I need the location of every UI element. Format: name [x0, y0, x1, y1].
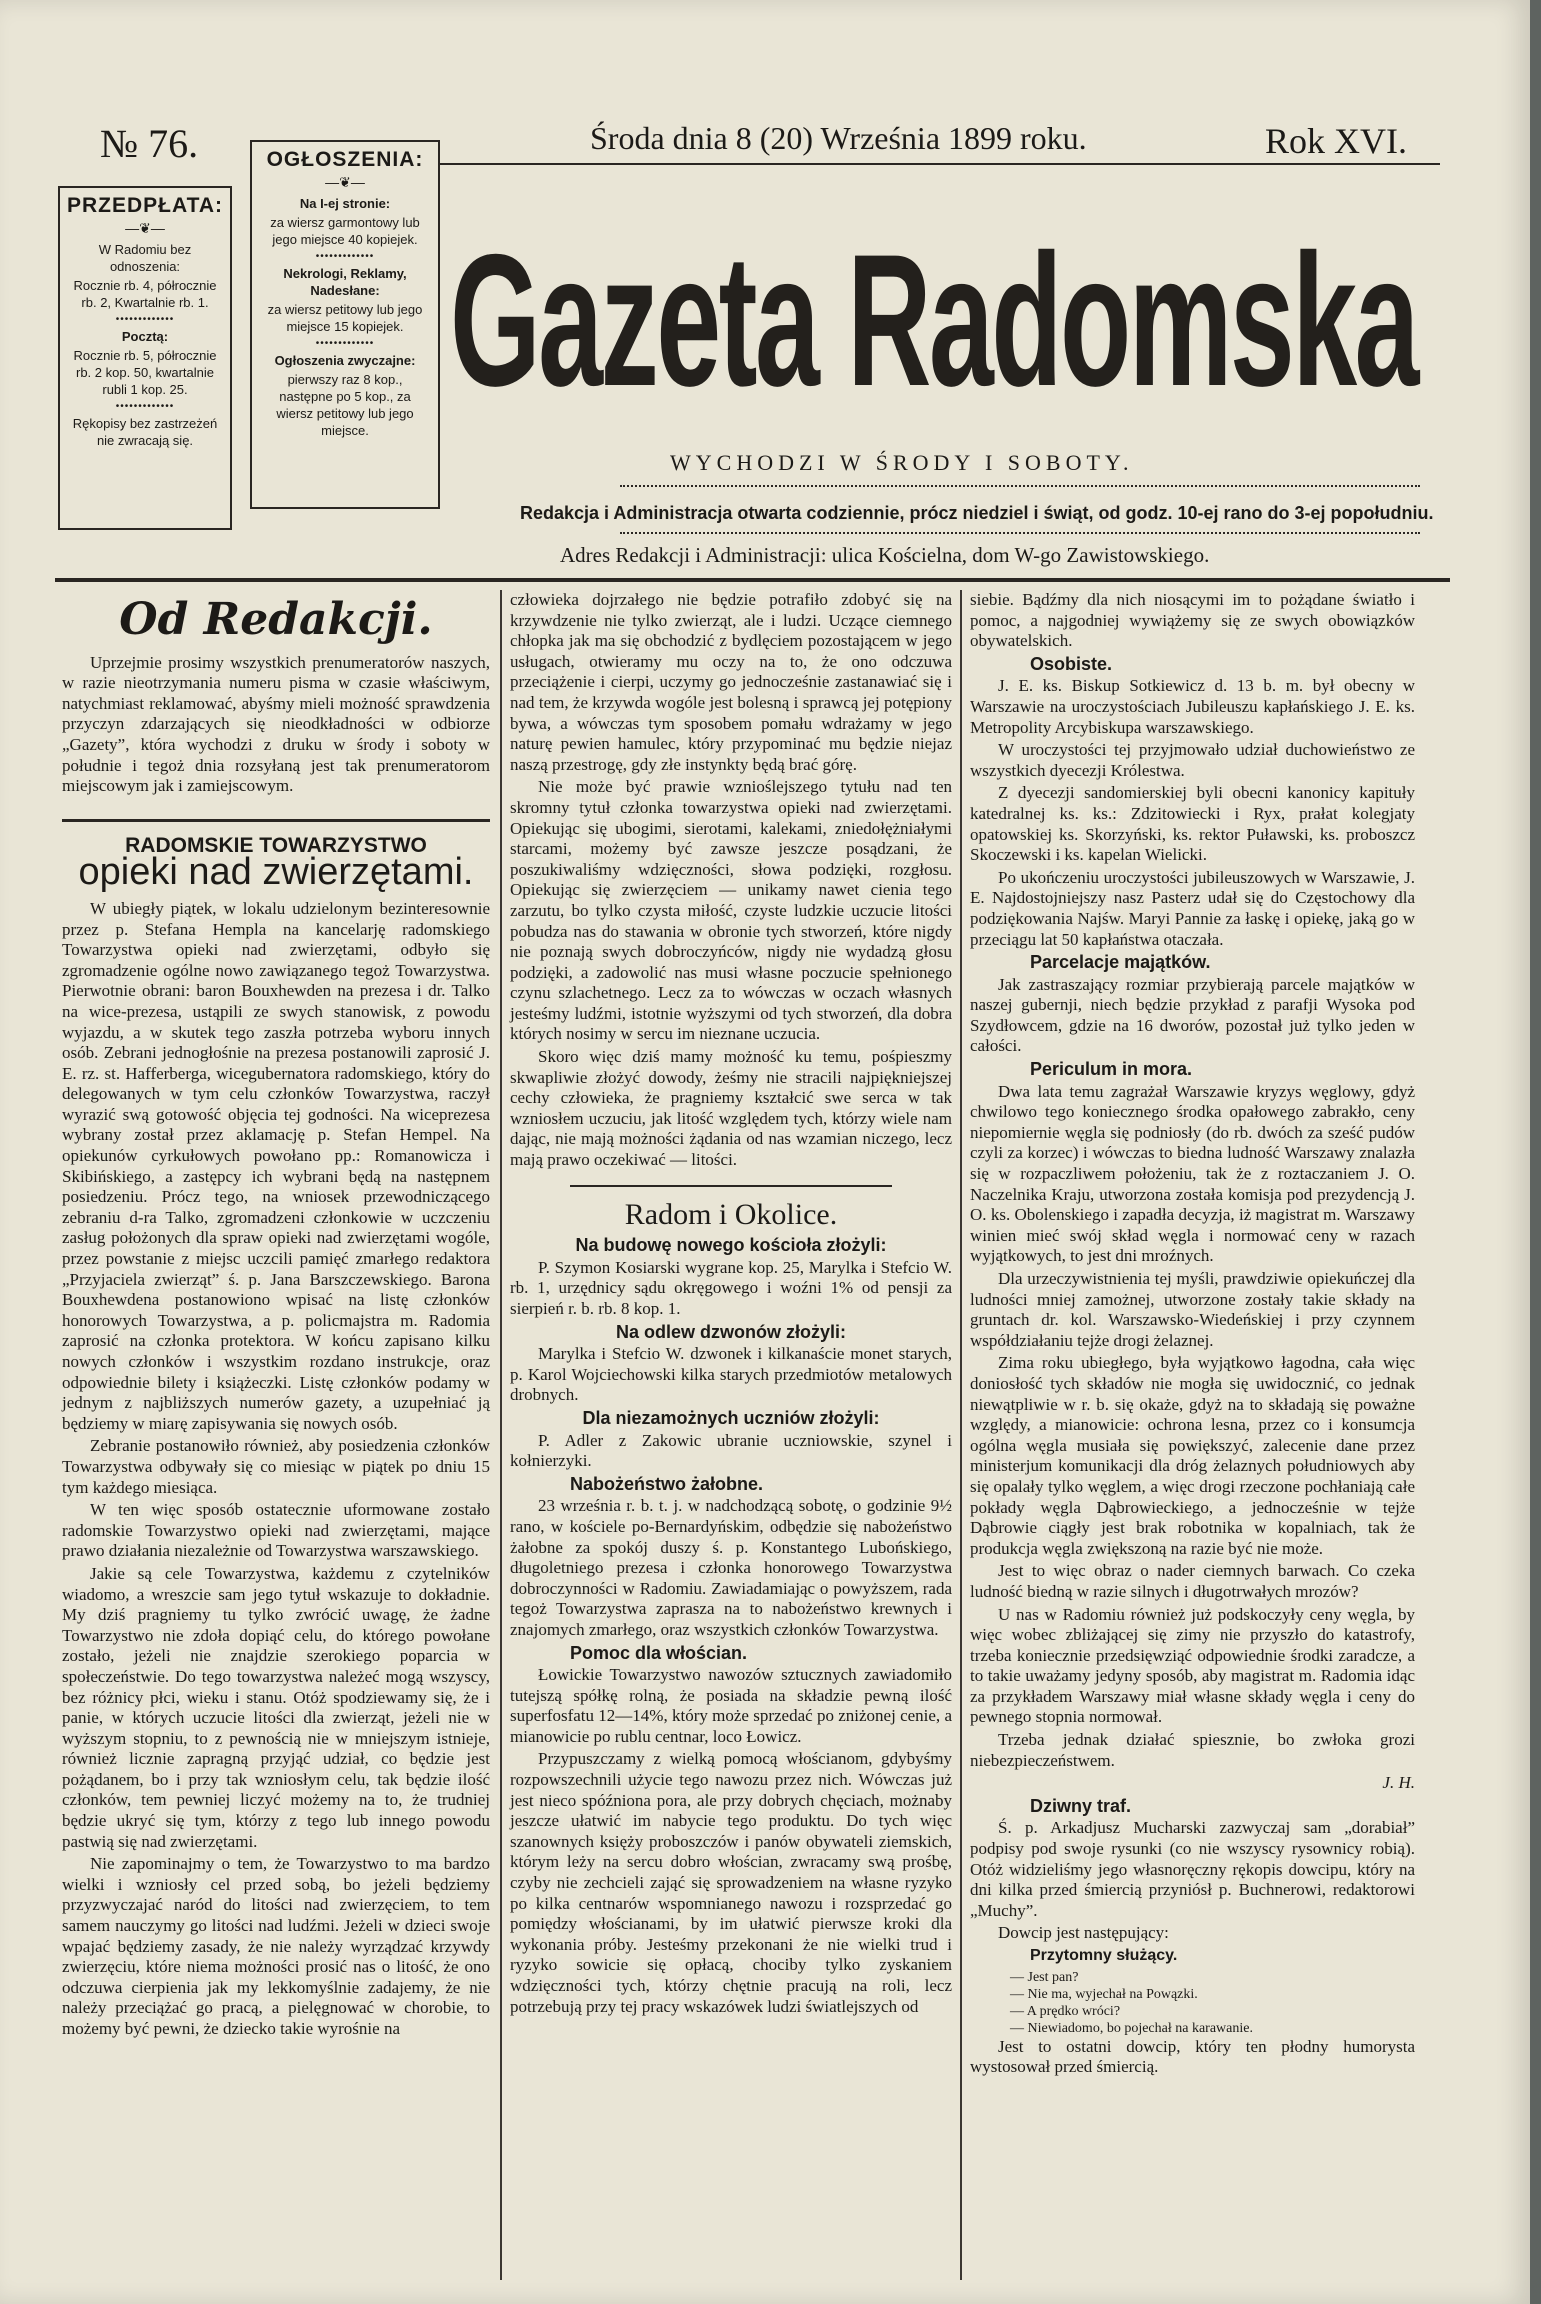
- ornament-icon: —❦—: [125, 220, 165, 236]
- students-donations-text: P. Adler z Zakowic ubranie uczniowskie, szynel i kołnierzyki.: [510, 1430, 952, 1471]
- obituaries-price: za wiersz petitowy lub jego miejsce 15 kopiejek.: [267, 302, 423, 334]
- strange-coincidence-text: Jest to ostatni dowcip, który ten płodny humorysta wystosował przed śmiercią.: [970, 2036, 1415, 2077]
- subscription-title: PRZEDPŁATA:: [66, 194, 224, 217]
- separator: •••••••••••••: [315, 338, 375, 349]
- farmers-aid-text: Przypuszczamy z wielką pomocą włościanom, gdybyśmy rozpowszechnili użycie tego nawozu przez nich. Wówczas już jest nieco spóźniona pora, ale przy dobrych chęciach, możnaby jeszcze ułatwić im nabycie tego produktu. Do tych więc szanownych księży proboszczów i panów obywateli ziemskich, którym leży na sercu dobro włościan, zwracamy swą prośbę, czyby nie zechcieli zająć się sprowadzeniem na własne ryzyko po kilka centnarów wspomnianego nawozu i rozsprzedać go pomiędzy włościanami, by im ułatwić pierwsze kroki dla wykonania próby. Jesteśmy przekonani że nie wielki trud i ryzyko sowicie się opłacą, chociby tylko zyskaniem wdzięczności tych, którzy chętnie pracują na roli, lecz potrzebują przy tej pracy wskazówek ludzi światlejszych od: [510, 1749, 952, 2016]
- column-3: [970, 590, 1415, 2080]
- personal-news-text: J. E. ks. Biskup Sotkiewicz d. 13 b. m. był obecny w Warszawie na uroczystościach Jubileuszu kapłańskiego J. E. ks. Metropolity Arcybiskupa warszawskiego.: [970, 676, 1415, 737]
- church-donations-heading: Na budowę nowego kościoła złożyli:: [575, 1235, 887, 1256]
- radom-label: W Radomiu bez odnoszenia:: [98, 242, 192, 274]
- strange-coincidence-heading: Dziwny traf.: [1030, 1795, 1132, 1816]
- society-continued: Skoro więc dziś mamy możność ku temu, pośpieszmy skwapliwie złożyć dowody, żeśmy nie stracili najpiękniejszej cechy człowieka, że pragniemy kształcić swe serca w tak wzniosłem uczuciu, jak litość względem tych, którzy wiele nam dając, nie mają możności żądania od nas wzamian niczego, lecz mają prawo oczekiwać — litości.: [510, 1047, 952, 1170]
- column-divider: [960, 590, 962, 2280]
- ornament-icon: —❦—: [325, 174, 365, 190]
- poczta-prices: Rocznie rb. 5, półrocznie rb. 2 kop. 50, kwartalnie rubli 1 kop. 25.: [73, 348, 217, 397]
- society-continued: Nie może być prawie wznioślejszego tytułu nad ten skromny tytuł członka towarzystwa opieki nad zwierzętami. Opiekując się ubogimi, sierotami, kalekami, zniedołężniałymi starcami, możemy być zawsze jeszcze posądzani, że poszukiwaliśmy wdzięczności, słowa podzięki, rozgłosu. Opiekując się zwierzęciem — unikamy nawet cienia tego zarzutu, bo tylko czysta miłość, czyste ludzkie uczucie litości pobudza nas do stawania w obronie tych stworzeń, które nigdy nie poznają swych dobroczyńców, nigdy nie wydadzą głosu podzięki, a zadowolić nas musi własne poczucie spełnionego czynu szlachetnego. Lecz za to wówczas w oczach własnych jesteśmy ludźmi, istotnie wyższymi od tych stworzeń, dla dobra których nosimy w sercu im nieznane uczucia.: [510, 777, 952, 1044]
- society-paragraph: Zebranie postanowiło również, aby posiedzenia członków Towarzystwa odbywały się co miesiąc w piątek po dniu 15 tym każdego miesiąca.: [62, 1436, 490, 1497]
- regular-ads-price: pierwszy raz 8 kop., następne po 5 kop., za wiersz petitowy lub jego miejsce.: [276, 372, 414, 438]
- regular-ads-label: Ogłoszenia zwyczajne:: [274, 353, 416, 368]
- joke-title: Przytomny służący.: [1030, 1947, 1178, 1964]
- dialog-line: — A prędko wróci?: [1010, 2003, 1121, 2019]
- funeral-mass-text: 23 września r. b. t. j. w nadchodzącą sobotę, o godzinie 9½ rano, w kościele po-Bernardyńskim, odbędzie się nabożeństwo żałobne za spokój duszy ś. p. Konstantego Lubońskiego, długoletniego prezesa i członka honorowego Towarzystwa dobroczynności w Radomiu. Zawiadamiając o powyższem, rada tegoż Towarzystwa zaprasza na to nabożeństwo krewnych i znajomych zmarłego, oraz wszystkich członków Towarzystwa.: [510, 1496, 952, 1639]
- personal-news-text: Po ukończeniu uroczystości jubileuszowych w Warszawie, J. E. Najdostojniejszy nasz Pasterz udał się do Częstochowy dla podziękowania Najśw. Maryi Pannie za łaskę i opiekę, jaką go w przeciągu lat 50 kapłaństwa otaczała.: [970, 867, 1415, 949]
- section-rule: [62, 819, 490, 822]
- parcellation-text: Jak zastraszający rozmiar przybierają parcele majątków w naszej gubernji, niech będzie przykład z parafji Wysoka pod Szydłowcem, gdzie na 16 dworów, pozostał już tylko jeden w całości.: [970, 974, 1415, 1056]
- dialog-line: — Jest pan?: [1010, 1969, 1079, 1985]
- society-continued: człowieka dojrzałego nie będzie potrafiło zdobyć się na krzywdzenie nie tylko zwierząt, ale i ludzi. Uczące ciemnego chłopka jak ma się obchodzić z bydlęciem pozostającem w jego usługach, otwieramy mu oczy na to, że ono odczuwa przeciążenie i cierpi, uczymy go jednocześnie zastanawiać się i nad tem, że krzywda wogóle jest bolesną i sprawcą jej potępiony bywa, a wówczas tym sposobem pomału wdrażamy w jego naturę pewien hamulec, który przypominać mu będzie niejaz naszą przestrogę, gdy złe instynkty będą brać górę.: [510, 590, 952, 774]
- section-rule: [570, 1185, 892, 1187]
- periculum-text: Dla urzeczywistnienia tej myśli, prawdziwie opiekuńczej dla ludności mniej zamożnej, utworzone zostały takie składy na gruntach dr. kol. Warszawsko-Wiedeńskiej i przy czynnem współdziałaniu tejże drogi żelaznej.: [970, 1269, 1415, 1350]
- periculum-text: Dwa lata temu zagrażał Warszawie kryzys węglowy, gdyż chwilowo tego koniecznego środka opałowego zabrakło, ceny niepomiernie węgla się podniosły (do rb. dwóch za sześć pudów czyli za korzec) i wówczas to biedna ludność Warszawy znalazła się w rozpaczliwem położeniu, tak że z roztaczaniem J. O. Naczelnika Kraju, utworzona została komisja pod prezydencją J. O. ks. Obolenskiego i zapadła decyzja, iż magistrat m. Warszawy winien mieć swój skład węgla i normować ceny w razach wyjątkowych, to jest dni mroźnych.: [970, 1081, 1415, 1266]
- separator: •••••••••••••: [115, 314, 175, 325]
- society-heading-line1: RADOMSKIE TOWARZYSTWO: [125, 833, 427, 857]
- issue-number: № 76.: [100, 121, 199, 166]
- office-address: Adres Redakcji i Administracji: ulica Kościelna, dom W-go Zawistowskiego.: [560, 543, 1210, 567]
- obituaries-label: Nekrologi, Reklamy, Nadesłane:: [283, 266, 407, 298]
- personal-news-text: W uroczystości tej przyjmowało udział duchowieństwo ze wszystkich dyecezji Królestwa.: [970, 740, 1415, 780]
- personal-news-heading: Osobiste.: [1030, 653, 1113, 674]
- editorial-heading: Od Redakcji.: [119, 594, 433, 645]
- poczta-label: Pocztą:: [121, 329, 169, 344]
- issue-year: Rok XVI.: [1265, 121, 1407, 161]
- church-donations-text: P. Szymon Kosiarski wygrane kop. 25, Marylka i Stefcio W. rb. 1, urzędnicy sądu okręgowego i woźni 1% od pensji za sierpień r. b. rb. 8 kop. 1.: [510, 1257, 952, 1318]
- dialog-line: — Niewiadomo, bo pojechał na karawanie.: [1010, 2020, 1253, 2036]
- society-paragraph: W ubiegły piątek, w lokalu udzielonym bezinteresownie przez p. Stefana Hempla na kancelarję radomskiego Towarzystwa opieki nad zwierzętami, odbyło się zgromadzenie ogólne nowo zawiązanego tegoż Towarzystwa. Pierwotnie obrani: baron Bouxhewden na prezesa i dr. Talko na wice-prezesa, ustąpili ze swych stanowisk, z powodu wyjazdu, a w skutek tego zaszła potrzeba wyboru innych osób. Zebrani jednogłośnie na prezesa postanowili zaprosić J. E. rz. st. Hafferberga, wicegubernatora radomskiego, który do delegowanych w tym celu członków Towarzystwa, raczył wyrazić swą gotowość objęcia tej godności. Na wiceprezesa wybrany został przez aklamację p. Stefan Hempel. Na opiekunów cyrkułowych powołano pp.: Romanowicza i Skibińskiego, a zastępcy ich wybrani będą na następnem posiedzeniu. Prócz tego, na wniosek przewodniczącego zebraniu d-ra Talko, zgromadzeni członkowie w uczczeniu zasług położonych dla spraw opieki nad zwierzętami wogóle, przez powstanie z miejsc uczcili pamięć zmarłego redaktora „Przyjaciela zwierząt” ś. p. Jana Barszczewskiego. Barona Bouxhewdena postanowiono wpisać na listę członków honorowych Towarzystwa, a p. policmajstra m. Radomia zaprosić na członka protektora. W końcu zapisano kilku nowych członków i wszystkim rozdano instrukcje, oraz odpowiednie bilety i książeczki. Listę członków podamy w jednym z najbliższych numerów gazety, a uzupełniać ją będziemy w miarę zapisywania się nowych osób.: [62, 898, 490, 1433]
- funeral-mass-heading: Nabożeństwo żałobne.: [570, 1473, 764, 1494]
- personal-news-text: Z dyecezji sandomierskiej byli obecni kanonicy kapituły katedralnej ks. ks.: Zdzitowiecki i Ryx, prałat kolegjaty opatowskiej ks. Skorzyński, ks. rektor Puławski, ks. proboszcz Skoczewski i ks. kapelan Wielicki.: [970, 783, 1415, 865]
- manuscripts-note: Rękopisy bez zastrzeżeń nie zwracają się.: [72, 416, 218, 448]
- office-hours: Redakcja i Administracja otwarta codziennie, prócz niedziel i świąt, od godz. 10-ej rano do 3-ej popołudniu.: [520, 503, 1434, 523]
- strange-coincidence-text: Dowcip jest następujący:: [998, 1923, 1169, 1943]
- periculum-text: Jest to więc obraz o nader ciemnych barwach. Co czeka ludność biedną w razie silnych i długotrwałych mrozów?: [970, 1561, 1415, 1601]
- parcellation-heading: Parcelacje majątków.: [1030, 952, 1211, 973]
- dialog-line: — Nie ma, wyjechał na Powązki.: [1010, 1986, 1198, 2002]
- author-signature: J. H.: [1382, 1773, 1415, 1793]
- local-news-heading: Radom i Okolice.: [624, 1197, 838, 1231]
- issue-date: Środa dnia 8 (20) Września 1899 roku.: [590, 120, 1087, 156]
- masthead-bottom-rule: [55, 578, 1450, 582]
- column-1: [62, 590, 490, 2042]
- periculum-text: U nas w Radomiu również już podskoczyły ceny węgla, by więc wobec zbliżającej się zimy nie przyszło do katastrofy, trzeba koniecznie przedsięwziąć odpowiednie środki zaradcze, a to takie uważamy jedyny sposób, aby magistrat m. Radomia idąc za przykładem Warszawy miał własne składy węgla i ceny do pewnego stopnia normował.: [970, 1604, 1415, 1727]
- farmers-aid-text: Łowickie Towarzystwo nawozów sztucznych zawiadomiło tutejszą spółkę rolną, że posiada na składzie pewną ilość superfosfatu 12—14%, który może sprzedać po zniżonej cenie, a mianowicie po rublu centnar, loco Łowicz.: [510, 1665, 952, 1746]
- advertising-box: [250, 140, 440, 509]
- masthead-title: Gazeta Radomska: [450, 215, 1417, 425]
- editorial-notice: Uprzejmie prosimy wszystkich prenumeratorów naszych, w razie nieotrzymania numeru pisma w czasie właściwym, natychmiast reklamować, abyśmy mieli możność sprawdzenia przyczyn zdarzających się nieodkładności w odbiorze „Gazety”, która wychodzi z druku w środy i soboty w południe i tegoż dnia rozsyłaną jest tak prenumeratorom miejscowym jak i zamiejscowym.: [62, 652, 490, 796]
- publication-schedule: WYCHODZI W ŚRODY I SOBOTY.: [670, 450, 1134, 475]
- students-donations-heading: Dla niezamożnych uczniów złożyli:: [582, 1407, 880, 1428]
- strange-coincidence-text: Ś. p. Arkadjusz Mucharski zazwyczaj sam „dorabiał” podpisy pod swoje rysunki (co nie wszyscy rysownicy robią). Otóż widzieliśmy jego własnoręczny rękopis dowcipu, który na dni kilka przed śmiercią przyniósł p. Buchnerowi, redaktorowi „Muchy”.: [970, 1818, 1415, 1920]
- radom-prices: Rocznie rb. 4, półrocznie rb. 2, Kwartalnie rb. 1.: [73, 278, 217, 310]
- periculum-heading: Periculum in mora.: [1030, 1059, 1193, 1080]
- periculum-text: Zima roku ubiegłego, była wyjątkowo łagodna, cała więc doniosłość tych składów nie mogła się uwidocznić, co jednak niewątpliwie w r. b. się okaże, gdyż na to składają się poważne względy, a mianowicie: ochrona lesna, przez co i konsumcja ogólna węgla musiała się powiększyć, zalecenie dane przez ministerjum komunikacji dla dróg żelaznych południowych aby się opalały tylko węglem, a więc drogi rzeczone pochłaniają całe pokłady węgla Dąbrowieckiego, a jednocześnie w tejże Dąbrowie ciągły jest brak robotnika w kopalniach, tak że produkcja węgla zwiększoną na razie być nie może.: [970, 1353, 1415, 1558]
- subscription-box: [58, 186, 232, 530]
- periculum-text: Trzeba jednak działać spiesznie, bo zwłoka grozi niebezpieczeństwem.: [970, 1730, 1415, 1770]
- bells-donations-heading: Na odlew dzwonów złożyli:: [615, 1321, 846, 1342]
- bells-donations-text: Marylka i Stefcio W. dzwonek i kilkanaście monet starych, p. Karol Wojciechowski kilka starych przedmiotów metalowych drobnych.: [510, 1344, 952, 1405]
- society-paragraph: Jakie są cele Towarzystwa, każdemu z czytelników wiadomo, a wreszcie sam jego tytuł wskazuje to dokładnie. My dziś pragniemy tu tylko zwrócić uwagę, że żadne Towarzystwo nie zdoła dopiąć celu, do którego powołane zostało, jeżeli nie znajdzie szerokiego poparcia w społeczeństwie. Do tego towarzystwa należeć mogą wszyscy, bez różnicy płci, wieku i stanu. Otóż spodziewamy się, że i panie, w których uczucie litości dla zwierząt, jeżeli nie w wyższym stopniu, to z pewnością nie w mniejszym istnieje, również licznie zapragną przyjąć udział, co będzie jest pożądanem, bo i przy tak wzniosłym celu, tak będzie ilość członków, tem pewniej liczyć możemy na to, że trudniej będzie ukryć się tym, którzy z tego lub innego powodu pastwią się nad zwierzętami.: [62, 1563, 490, 1851]
- separator: •••••••••••••: [115, 401, 175, 412]
- separator: •••••••••••••: [315, 251, 375, 262]
- society-paragraph: Nie zapominajmy o tem, że Towarzystwo to ma bardzo wielki i wzniosły cel przed sobą, bo jeżeli będziemy przyzwyczajać naród do litości nad zwierzęciem, to tem samem nauczymy go litości nad ludźmi. Jeżeli w dzieci swoje wpajać będziemy zasady, że nie należy wyrządzać krzywdy zwierzęciu, które niema możności prosić nas o litość, że ono odczuwa cierpienia jak my lekkomyślnie zadajemy, że nie należy przeciążać go pracą, a pielęgnować w chorobie, to możemy być pewni, że dziecko takie wyrośnie na: [62, 1854, 490, 2038]
- joke-dialog: [970, 1969, 1415, 2037]
- advertising-title: OGŁOSZENIA:: [266, 148, 424, 171]
- column-2: [510, 590, 952, 2019]
- society-heading-line2: opieki nad zwierzętami.: [78, 851, 474, 894]
- farmers-aid-continued: siebie. Bądźmy dla nich niosącymi im to pożądane światło i pomoc, a najgodniej wywiążemy się ze swych obowiązków obywatelskich.: [970, 590, 1415, 651]
- dotted-rule: [620, 485, 1420, 487]
- first-page-price: za wiersz garmontowy lub jego miejsce 40 kopiejek.: [270, 215, 420, 247]
- column-divider: [500, 590, 502, 2280]
- header-rule: [440, 163, 1440, 165]
- dotted-rule: [620, 532, 1420, 534]
- society-paragraph: W ten więc sposób ostatecznie uformowane zostało radomskie Towarzystwo opieki nad zwierzętami, mające prawo działania niezależnie od Towarzystwa warszawskiego.: [62, 1500, 490, 1561]
- first-page-label: Na I-ej stronie:: [299, 196, 391, 211]
- page-edge: [1530, 0, 1541, 2304]
- farmers-aid-heading: Pomoc dla włościan.: [570, 1642, 748, 1663]
